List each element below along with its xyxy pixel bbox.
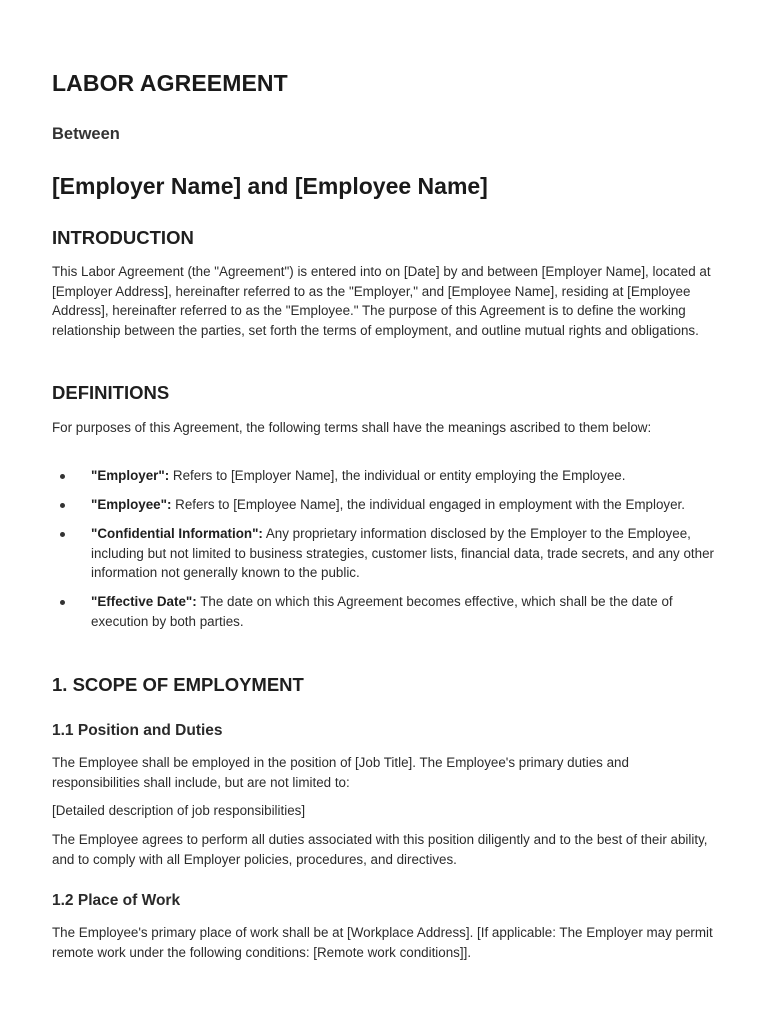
between-label: Between (52, 125, 120, 143)
definition-item-employer (52, 466, 718, 486)
definitions-list (52, 466, 718, 641)
definition-term: "Confidential Information": (91, 526, 263, 541)
definitions-intro: For purposes of this Agreement, the following terms shall have the meanings ascribed to them below: (52, 420, 652, 435)
position-paragraph-3: The Employee agrees to perform all duties associated with this position diligently and to the best of their ability, and to comply with all Employer policies, procedures, and directives. (52, 832, 708, 867)
bullet-icon (60, 532, 65, 537)
introduction-paragraph: This Labor Agreement (the "Agreement") is entered into on [Date] by and between [Employer Name], located at [Employer Address], hereinafter referred to as the "Employer," and [Employee Name], residing at [Employee Address], hereinafter referred to as the "Employee." The purpose of this Agreement is to define the working relationship between the parties, set forth the terms of employment, and outline mutual rights and obligations. (52, 264, 711, 338)
definition-text: The date on which this Agreement becomes effective, which shall be the date of execution by both parties. (91, 594, 673, 629)
introduction-heading: INTRODUCTION (52, 227, 194, 248)
document-title: LABOR AGREEMENT (52, 70, 288, 96)
position-duties-heading: 1.1 Position and Duties (52, 722, 223, 739)
definition-item-effective-date (52, 592, 718, 631)
bullet-icon (60, 503, 65, 508)
place-of-work-heading: 1.2 Place of Work (52, 892, 181, 909)
definition-text: Refers to [Employee Name], the individual engaged in employment with the Employer. (171, 497, 685, 512)
parties-heading: [Employer Name] and [Employee Name] (52, 173, 488, 199)
definition-item-employee (52, 495, 718, 515)
definition-item-confidential-information (52, 524, 718, 583)
position-paragraph-1: The Employee shall be employed in the position of [Job Title]. The Employee's primary duties and responsibilities shall include, but are not limited to: (52, 755, 629, 790)
place-of-work-paragraph: The Employee's primary place of work shall be at [Workplace Address]. [If applicable: The Employer may permit remote work under the following conditions: [Remote work conditions]]. (52, 925, 713, 960)
definition-text: Refers to [Employer Name], the individual or entity employing the Employee. (169, 468, 626, 483)
bullet-icon (60, 600, 65, 605)
position-paragraph-2: [Detailed description of job responsibilities] (52, 803, 306, 818)
scope-heading: 1. SCOPE OF EMPLOYMENT (52, 674, 304, 695)
definition-term: "Employer": (91, 468, 170, 483)
definition-text: Any proprietary information disclosed by the Employer to the Employee, including but not limited to business strategies, customer lists, financial data, trade secrets, and any other information not generally known to the public. (91, 526, 714, 580)
definition-term: "Employee": (91, 497, 172, 512)
definition-term: "Effective Date": (91, 594, 197, 609)
bullet-icon (60, 474, 65, 479)
definitions-heading: DEFINITIONS (52, 382, 170, 403)
